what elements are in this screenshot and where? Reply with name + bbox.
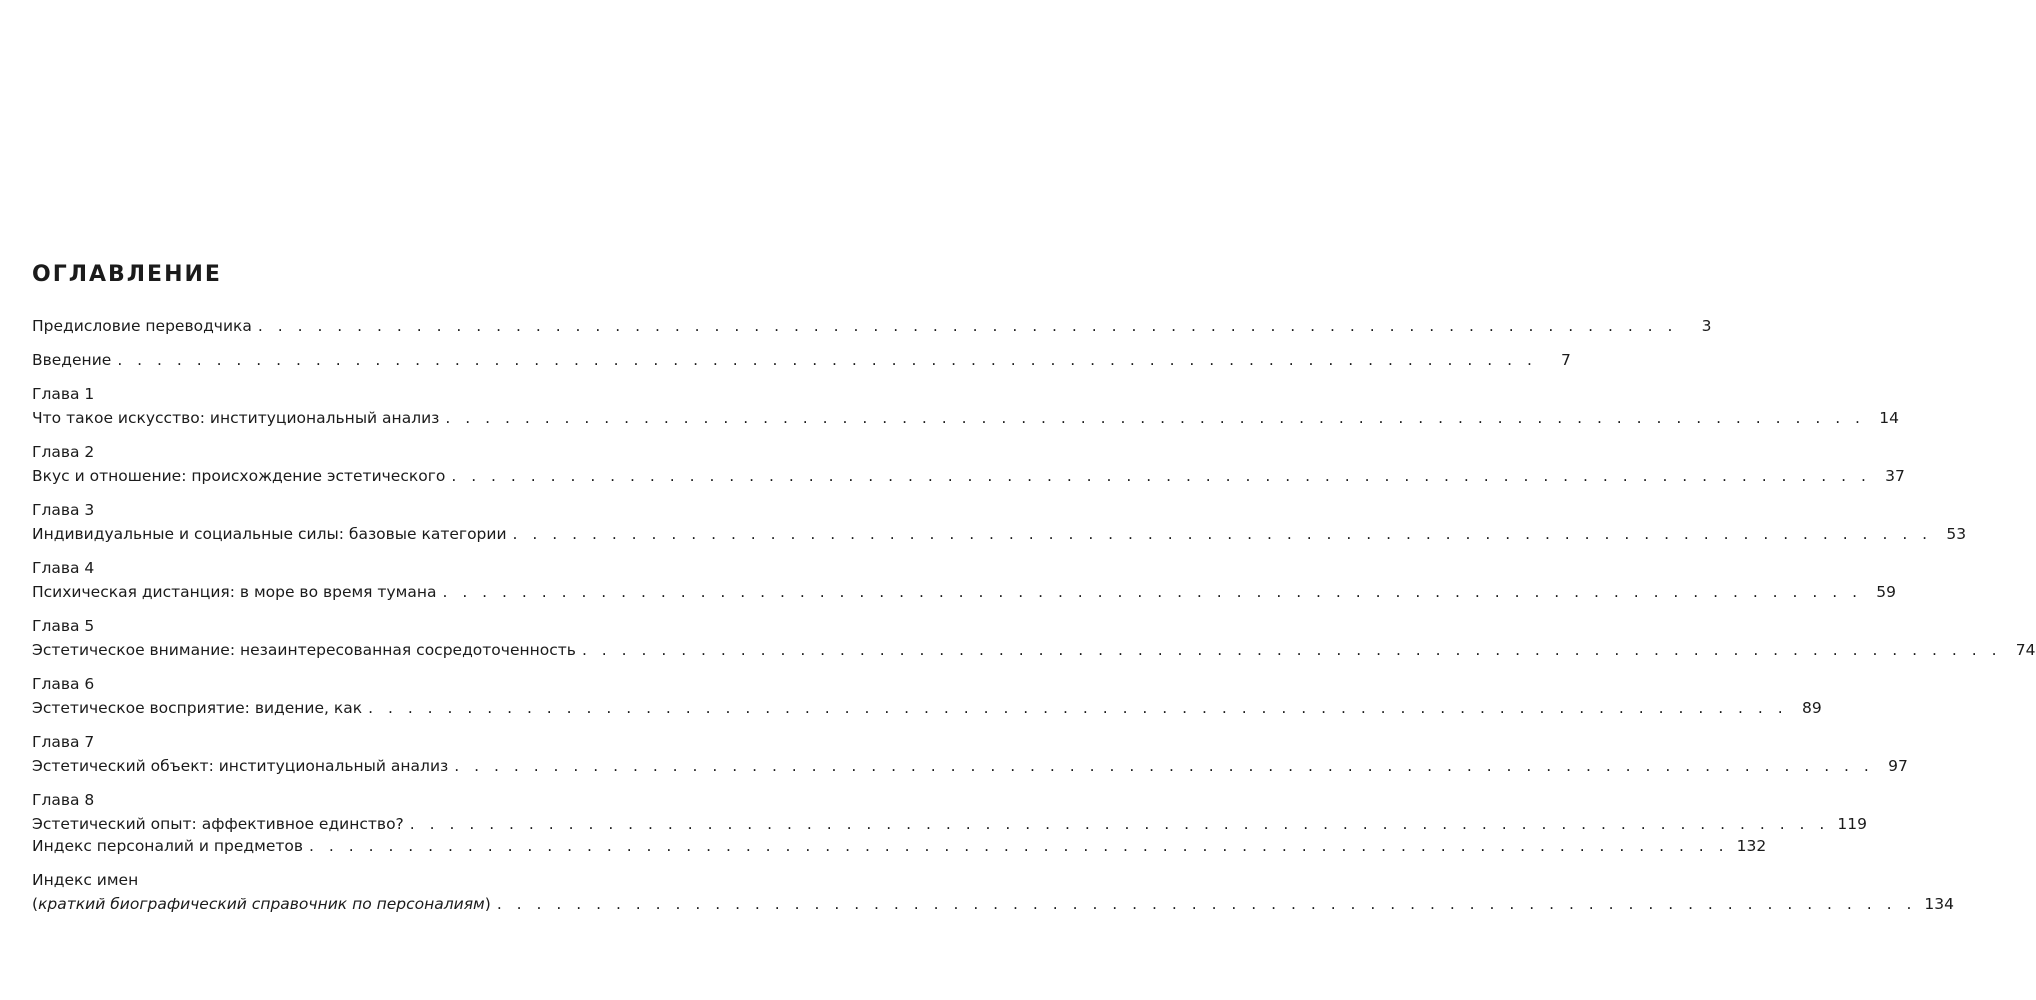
chapter-label: Глава 2 (32, 443, 95, 461)
toc-entry-chapter-3 (32, 498, 1967, 546)
entry-page-number: 37 (1885, 467, 1905, 485)
dot-leader (513, 522, 1933, 546)
entry-page-number: 119 (1837, 815, 1867, 833)
toc-entry-translator-preface (32, 314, 1712, 338)
entry-title: Эстетическое внимание: незаинтересованная сосредоточенность (32, 641, 576, 659)
toc-entry-introduction (32, 348, 1571, 372)
toc-entry-chapter-7 (32, 730, 1908, 778)
entry-page-number: 59 (1876, 583, 1897, 601)
toc-entry-chapter-2 (32, 440, 1905, 488)
chapter-label: Глава 8 (32, 791, 95, 809)
dot-leader (410, 812, 1830, 836)
entry-title: Индивидуальные и социальные силы: базовые категории (32, 525, 507, 543)
entry-title: Эстетический опыт: аффективное единство? (32, 815, 404, 833)
dot-leader (117, 348, 1537, 372)
chapter-label: Глава 6 (32, 675, 95, 693)
entry-title: Вкус и отношение: происхождение эстетического (32, 467, 446, 485)
dot-leader (258, 314, 1678, 338)
dot-leader (582, 638, 2002, 662)
entry-page-number: 3 (1701, 317, 1712, 335)
entry-title: Что такое искусство: институциональный анализ (32, 409, 440, 427)
chapter-label: Глава 5 (32, 617, 95, 635)
toc-entry-chapter-4 (32, 556, 1897, 604)
chapter-label: Глава 3 (32, 501, 95, 519)
entry-title: Предисловие переводчика (32, 317, 252, 335)
entry-page-number: 134 (1924, 895, 1954, 913)
dot-leader (497, 892, 1917, 916)
toc-entry-chapter-6 (32, 672, 1822, 720)
entry-title: Индекс персоналий и предметов (32, 837, 304, 855)
entry-page-number: 14 (1879, 409, 1899, 427)
dot-leader (451, 464, 1871, 488)
toc-entry-chapter-1 (32, 382, 1899, 430)
entry-page-number: 53 (1946, 525, 1967, 543)
entry-title: Психическая дистанция: в море во время тумана (32, 583, 437, 601)
toc-heading: ОГЛАВЛЕНИЕ (32, 262, 222, 287)
toc-entry-subject-index (32, 834, 1767, 858)
dot-leader (309, 834, 1729, 858)
entry-page-number: 97 (1888, 757, 1908, 775)
chapter-label: Глава 1 (32, 385, 95, 403)
index-label: Индекс имен (32, 871, 139, 889)
entry-title: Введение (32, 351, 112, 369)
dot-leader (368, 696, 1788, 720)
entry-page-number: 89 (1801, 699, 1822, 717)
entry-page-number: 74 (2015, 641, 2036, 659)
paren-close: ) (484, 895, 491, 913)
dot-leader (442, 580, 1862, 604)
dot-leader (454, 754, 1874, 778)
dot-leader (445, 406, 1865, 430)
entry-subtitle: краткий биографический справочник по персоналиям (38, 895, 485, 913)
toc-entry-name-index (32, 868, 1954, 916)
entry-title (32, 892, 491, 916)
toc-entry-chapter-8 (32, 788, 1867, 836)
entry-page-number: 7 (1561, 351, 1571, 369)
toc-entry-chapter-5 (32, 614, 2036, 662)
chapter-label: Глава 4 (32, 559, 95, 577)
entry-title: Эстетический объект: институциональный анализ (32, 757, 449, 775)
chapter-label: Глава 7 (32, 733, 95, 751)
entry-page-number: 132 (1736, 837, 1767, 855)
paren-open: ( (32, 895, 39, 913)
entry-title: Эстетическое восприятие: видение, как (32, 699, 363, 717)
